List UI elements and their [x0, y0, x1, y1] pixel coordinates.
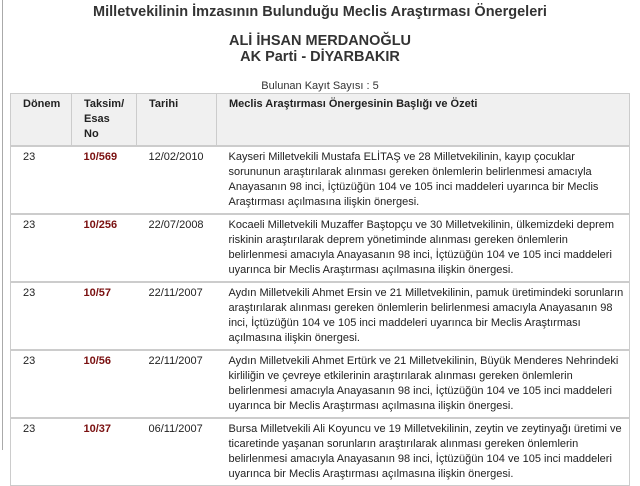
- header-taksim: [72, 94, 137, 147]
- cell-tarih: 22/07/2008: [137, 214, 217, 282]
- proposal-number-link[interactable]: 10/57: [83, 287, 112, 299]
- cell-ozet: Aydın Milletvekili Ahmet Ersin ve 21 Milletvekilinin, pamuk üretimindeki sorunların araştırılarak alınması gereken önlemlerin belirlenmesi amacıyla Anayasanın 98 inci, İçtüzüğün 104 ve 105 inci maddeleri uyarınca bir Meclis Araştırması açılmasına ilişkin önergesi.: [217, 282, 630, 350]
- record-count: Bulunan Kayıt Sayısı : 5: [261, 80, 379, 92]
- left-border: [2, 0, 3, 450]
- cell-no: [72, 146, 137, 214]
- cell-ozet: Kocaeli Milletvekili Muzaffer Baştopçu ve 30 Milletvekilinin, ülkemizdeki deprem riskinin araştırılarak deprem yönetiminde alınması gereken önlemlerin belirlenmesi amacıyla Anayasanın 98 inci, İçtüzüğün 104 ve 105 inci maddeleri uyarınca bir Meclis Araştırması açılmasına ilişkin önergesi.: [217, 214, 630, 282]
- table-row: [11, 214, 630, 282]
- proposal-number-link[interactable]: 10/569: [83, 151, 118, 163]
- header-taksim-line3: No: [84, 128, 99, 140]
- proposals-table: [10, 93, 630, 486]
- cell-tarih: 06/11/2007: [137, 418, 217, 486]
- deputy-name: ALİ İHSAN MERDANOĞLU: [228, 33, 412, 49]
- cell-donem: 23: [11, 146, 72, 214]
- table-row: [11, 146, 630, 214]
- cell-no: [72, 214, 137, 282]
- cell-donem: 23: [11, 214, 72, 282]
- header-taksim-line2: Esas: [84, 113, 110, 125]
- proposal-number-link[interactable]: 10/37: [83, 423, 112, 435]
- table-header-row: [11, 94, 630, 147]
- cell-ozet: Bursa Milletvekili Ali Koyuncu ve 19 Milletvekilinin, zeytin ve zeytinyağı üretimi ve ticaretinde yaşanan sorunların araştırılarak alınması gereken önlemlerin belirlenmesi amacıyla Anayasanın 98 inci, İçtüzüğün 104 ve 105 inci maddeleri uyarınca bir Meclis Araştırması açılmasına ilişkin önergesi.: [217, 418, 630, 486]
- deputy-info: [0, 33, 640, 65]
- cell-donem: 23: [11, 418, 72, 486]
- cell-tarih: 22/11/2007: [137, 350, 217, 418]
- cell-ozet: Aydın Milletvekili Ahmet Ertürk ve 21 Milletvekilinin, Büyük Menderes Nehrindeki kirliliğin ve çevreye etkilerinin araştırılarak alınması gereken önlemlerin belirlenmesi amacıyla Anayasanın 98 inci, İçtüzüğün 104 ve 105 inci maddeleri uyarınca bir Meclis Araştırması açılmasına ilişkin önergesi.: [217, 350, 630, 418]
- cell-tarih: 12/02/2010: [137, 146, 217, 214]
- table-row: [11, 282, 630, 350]
- header-donem: Dönem: [11, 94, 72, 147]
- page-title: Milletvekilinin İmzasının Bulunduğu Meclis Araştırması Önergeleri: [93, 4, 547, 20]
- header-tarihi: Tarihi: [137, 94, 217, 147]
- table-row: [11, 350, 630, 418]
- cell-ozet: Kayseri Milletvekili Mustafa ELİTAŞ ve 28 Milletvekilinin, kayıp çocuklar sorununun araştırılarak alınması gereken önlemlerin belirlenmesi amacıyla Anayasanın 98 inci, İçtüzüğün 104 ve 105 inci maddeleri uyarınca bir Meclis Araştırması açılmasına ilişkin önergesi.: [217, 146, 630, 214]
- cell-donem: 23: [11, 350, 72, 418]
- proposal-number-link[interactable]: 10/56: [83, 355, 112, 367]
- cell-no: [72, 350, 137, 418]
- cell-no: [72, 282, 137, 350]
- header-taksim-line1: Taksim/: [84, 98, 125, 110]
- table-row: [11, 418, 630, 486]
- cell-tarih: 22/11/2007: [137, 282, 217, 350]
- deputy-party: AK Parti - DİYARBAKIR: [240, 49, 400, 65]
- proposal-number-link[interactable]: 10/256: [83, 219, 118, 231]
- cell-donem: 23: [11, 282, 72, 350]
- cell-no: [72, 418, 137, 486]
- header-ozet: Meclis Araştırması Önergesinin Başlığı ve Özeti: [217, 94, 630, 147]
